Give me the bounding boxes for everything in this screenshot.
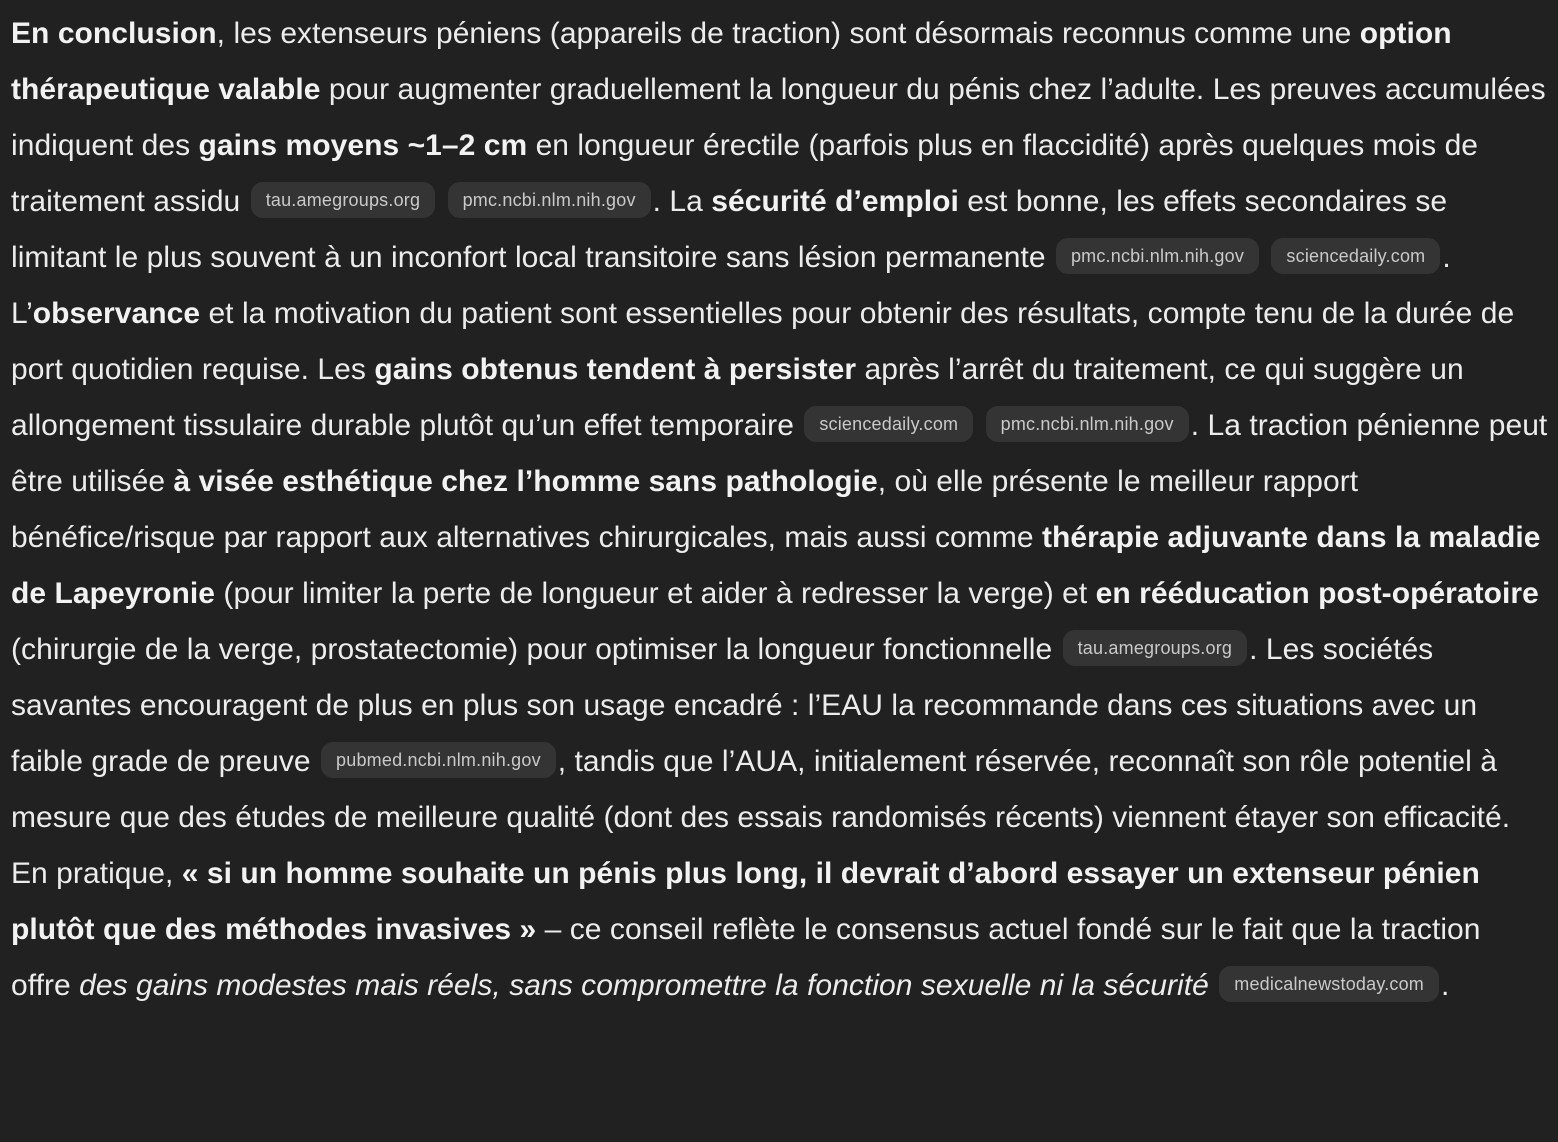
citation-chip[interactable]: pmc.ncbi.nlm.nih.gov [1056,238,1259,274]
body-text: après l’arrêt du traitement, ce qui suggère un allongement tissulaire durable plutôt qu’un effet temporaire [11,353,1464,442]
citation-chip[interactable]: pmc.ncbi.nlm.nih.gov [986,406,1189,442]
bold-text: thérapie adjuvante dans la maladie de Lapeyronie [11,521,1541,610]
bold-quote: « si un homme souhaite un pénis plus long, il devrait d’abord essayer un extenseur pénien plutôt que des méthodes invasives » [11,857,1480,946]
bold-text: observance [32,297,201,330]
citation-chip[interactable]: tau.amegroups.org [1063,630,1248,666]
body-text: . La traction pénienne peut être utilisée [11,409,1548,498]
body-text: , où elle présente le meilleur rapport bénéfice/risque par rapport aux alternatives chirurgicales, mais aussi comme [11,465,1359,554]
body-text: (chirurgie de la verge, prostatectomie) pour optimiser la longueur fonctionnelle [11,633,1061,666]
bold-text: En conclusion [11,17,217,50]
body-text: pour augmenter graduellement la longueur du pénis chez l’adulte. Les preuves accumulées indiquent des [11,73,1546,162]
citation-chip[interactable]: sciencedaily.com [804,406,973,442]
citation-chip[interactable]: sciencedaily.com [1271,238,1440,274]
body-text: . Les sociétés savantes encouragent de plus en plus son usage encadré : l’EAU la recommande dans ces situations avec un faible grade de preuve [11,633,1478,778]
bold-text: en rééducation post-opératoire [1095,577,1539,610]
bold-text: option thérapeutique valable [11,17,1452,106]
bold-text: à visée esthétique chez l’homme sans pathologie [173,465,878,498]
body-text: . La [652,185,712,218]
citation-chip[interactable]: tau.amegroups.org [251,182,436,218]
bold-text: sécurité d’emploi [711,185,959,218]
citation-chip[interactable]: medicalnewstoday.com [1219,966,1439,1002]
citation-chip[interactable]: pmc.ncbi.nlm.nih.gov [448,182,651,218]
body-text: – ce conseil reflète le consensus actuel fondé sur le fait que la traction offre [11,913,1481,1002]
bold-text: gains moyens ~1–2 cm [198,129,528,162]
conclusion-paragraph [11,6,1548,1014]
body-text: est bonne, les effets secondaires se limitant le plus souvent à un inconfort local transitoire sans lésion permanente [11,185,1448,274]
body-text: . [1441,969,1450,1002]
body-text: , les extenseurs péniens (appareils de traction) sont désormais reconnus comme une [216,17,1360,50]
bold-text: gains obtenus tendent à persister [374,353,857,386]
body-text: en longueur érectile (parfois plus en flaccidité) après quelques mois de traitement assidu [11,129,1479,218]
body-text [1209,969,1217,1002]
italic-text: des gains modestes mais réels, sans compromettre la fonction sexuelle ni la sécurité [79,969,1209,1002]
citation-chip[interactable]: pubmed.ncbi.nlm.nih.gov [321,742,556,778]
body-text: . L’ [11,241,1451,330]
body-text: , tandis que l’AUA, initialement réservée, reconnaît son rôle potentiel à mesure que des études de meilleure qualité (dont des essais randomisés récents) viennent étayer son efficacité. En pratique, [11,745,1511,890]
body-text: et la motivation du patient sont essentielles pour obtenir des résultats, compte tenu de la durée de port quotidien requise. Les [11,297,1515,386]
body-text: (pour limiter la perte de longueur et aider à redresser la verge) et [215,577,1096,610]
